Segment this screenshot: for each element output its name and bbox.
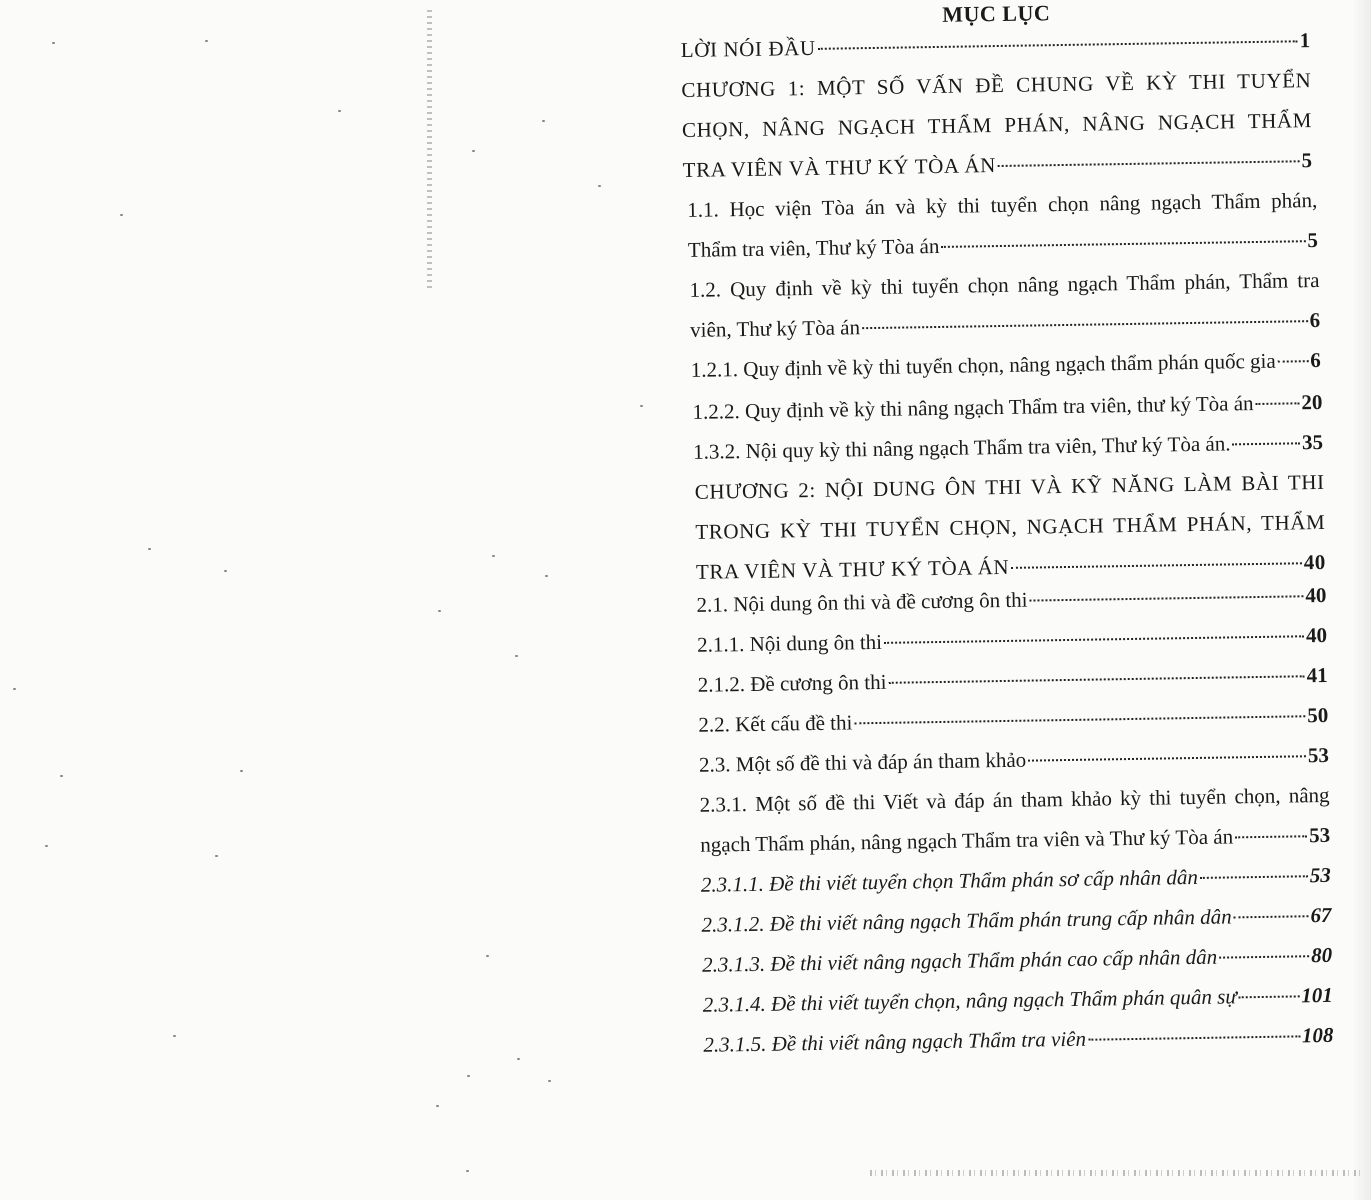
scan-speck — [60, 775, 63, 777]
toc-entry-text: 2.3.1. Một số đề thi Viết và đáp án tham khảo kỳ thi tuyển chọn, nâng — [699, 782, 1330, 817]
toc-entry-text: 2.3.1.2. Đề thi viết nâng ngạch Thẩm phán trung cấp nhân dân — [701, 904, 1232, 937]
page-number: 53 — [1309, 862, 1332, 888]
toc-entry — [690, 340, 1321, 390]
page-number: 6 — [1309, 307, 1321, 333]
dot-leader — [998, 158, 1300, 167]
scan-bottom-noise — [870, 1170, 1365, 1176]
page-number: 101 — [1301, 982, 1333, 1008]
scan-binding-edge — [427, 10, 432, 290]
scan-speck — [205, 40, 208, 42]
toc-entry-text: 2.3.1.3. Đề thi viết nâng ngạch Thẩm phán cao cấp nhân dân — [701, 944, 1218, 977]
toc-entry-text: 2.2. Kết cấu đề thi — [698, 710, 853, 737]
toc-entry-text: 2.3. Một số đề thi và đáp án tham khảo — [698, 747, 1027, 777]
dot-leader — [1200, 873, 1308, 879]
dot-leader — [1029, 593, 1303, 601]
scan-speck — [472, 150, 475, 152]
toc-entry — [699, 775, 1330, 865]
table-of-contents — [680, 0, 1371, 1090]
dot-leader — [1011, 560, 1302, 569]
dot-leader — [1235, 833, 1307, 838]
page-number: 20 — [1301, 389, 1323, 415]
page-number: 5 — [1301, 148, 1313, 173]
toc-entry — [687, 180, 1318, 270]
toc-entry — [703, 1015, 1334, 1065]
toc-entry — [689, 260, 1320, 350]
toc-entry-text: 2.1.1. Nội dung ôn thi — [696, 629, 883, 657]
scan-speck — [436, 1105, 439, 1107]
scan-speck — [52, 42, 55, 44]
page-number: 80 — [1310, 942, 1333, 968]
toc-entry-text: 1.2. Quy định về kỳ thi tuyển chọn nâng ngạch Thẩm phán, Thẩm tra — [689, 267, 1320, 302]
toc-entry — [681, 60, 1313, 190]
dot-leader — [1088, 1033, 1300, 1040]
dot-leader — [1028, 753, 1306, 761]
scan-speck — [492, 555, 495, 557]
scan-speck — [45, 845, 48, 847]
page-number: 35 — [1301, 429, 1324, 455]
page-number: 6 — [1310, 347, 1321, 373]
dot-leader — [1219, 953, 1309, 958]
page-number: 5 — [1307, 228, 1319, 253]
toc-entry-text: CHƯƠNG 2: NỘI DUNG ÔN THI VÀ KỸ NĂNG LÀM BÀI THI — [694, 469, 1325, 504]
page-number: 50 — [1307, 702, 1329, 728]
scan-speck — [215, 855, 218, 857]
page-number: 1 — [1299, 28, 1311, 53]
scan-speck — [120, 214, 123, 216]
dot-leader — [854, 713, 1305, 724]
scan-speck — [466, 1170, 469, 1172]
page-number: 40 — [1305, 582, 1327, 608]
toc-entry-text: 2.3.1.1. Đề thi viết tuyển chọn Thẩm phán sơ cấp nhân dân — [700, 864, 1199, 897]
scan-speck — [467, 1075, 470, 1077]
scan-speck — [148, 548, 151, 550]
page-number: 53 — [1307, 742, 1330, 768]
page-number: 53 — [1309, 822, 1331, 848]
scan-speck — [224, 570, 227, 572]
scan-speck — [438, 610, 441, 612]
scan-speck — [240, 770, 243, 772]
toc-entry-text: LỜI NÓI ĐẦU — [680, 35, 816, 62]
page-number: 41 — [1306, 662, 1328, 688]
toc-entry-text: CHỌN, NÂNG NGẠCH THẨM PHÁN, NÂNG NGẠCH THẨM — [681, 108, 1313, 142]
toc-entry-text: viên, Thư ký Tòa án — [689, 315, 861, 342]
toc-entry-text: Thẩm tra viên, Thư ký Tòa án — [687, 233, 940, 262]
toc-entry-text: 1.2.2. Quy định về kỳ thi nâng ngạch Thẩm tra viên, thư ký Tòa án — [692, 391, 1254, 424]
toc-entry-text: 1.3.2. Nội quy kỳ thi nâng ngạch Thẩm tra viên, Thư ký Tòa án. — [692, 431, 1231, 464]
scan-speck — [598, 185, 601, 187]
toc-entry-text: TRONG KỲ THI TUYỂN CHỌN, NGẠCH THẨM PHÁN, THẨM — [695, 509, 1326, 544]
dot-leader — [862, 318, 1308, 329]
page-number: 67 — [1310, 902, 1332, 928]
dot-leader — [1234, 913, 1309, 918]
dot-leader — [884, 633, 1304, 644]
dot-leader — [1256, 400, 1300, 405]
page-title: MỤC LỤC — [942, 0, 1051, 27]
scan-speck — [173, 1035, 176, 1037]
toc-entry-text: 2.1. Nội dung ôn thi và đề cương ôn thi — [696, 587, 1028, 617]
scan-speck — [548, 1080, 551, 1082]
toc-entry-text: 1.1. Học viện Tòa án và kỳ thi tuyển chọn nâng ngạch Thẩm phán, — [687, 188, 1318, 222]
dot-leader — [941, 238, 1305, 248]
dot-leader — [818, 38, 1298, 50]
scan-speck — [545, 575, 548, 577]
dot-leader — [1278, 358, 1309, 362]
dot-leader — [1232, 440, 1300, 445]
page-number: 40 — [1303, 549, 1327, 575]
toc-entry-text: 2.3.1.5. Đề thi viết nâng ngạch Thẩm tra viên — [703, 1026, 1087, 1057]
toc-entry-text: CHƯƠNG 1: MỘT SỐ VẤN ĐỀ CHUNG VỀ KỲ THI TUYỂN — [681, 68, 1312, 102]
scan-speck — [542, 120, 545, 122]
scan-speck — [338, 110, 341, 112]
dot-leader — [1239, 993, 1299, 998]
page-number: 40 — [1305, 622, 1328, 648]
page-number: 108 — [1301, 1022, 1334, 1048]
scan-speck — [517, 1058, 520, 1060]
scan-speck — [515, 655, 518, 657]
toc-entry-text: 1.2.1. Quy định về kỳ thi tuyển chọn, nâng ngạch thẩm phán quốc gia — [690, 348, 1276, 382]
toc-entry-text: 2.3.1.4. Đề thi viết tuyển chọn, nâng ngạch Thẩm phán quân sự — [702, 984, 1237, 1017]
scan-speck — [13, 688, 16, 690]
toc-entry-text: ngạch Thẩm phán, nâng ngạch Thẩm tra viên và Thư ký Tòa án — [700, 824, 1234, 857]
scan-speck — [640, 405, 643, 407]
toc-entry-text: TRA VIÊN VÀ THƯ KÝ TÒA ÁN — [682, 153, 997, 182]
scan-speck — [486, 955, 489, 957]
toc-entry — [694, 462, 1326, 592]
toc-entry-text: 2.1.2. Đề cương ôn thi — [697, 669, 887, 697]
dot-leader — [888, 673, 1304, 684]
toc-entry-text: TRA VIÊN VÀ THƯ KÝ TÒA ÁN — [695, 554, 1010, 584]
